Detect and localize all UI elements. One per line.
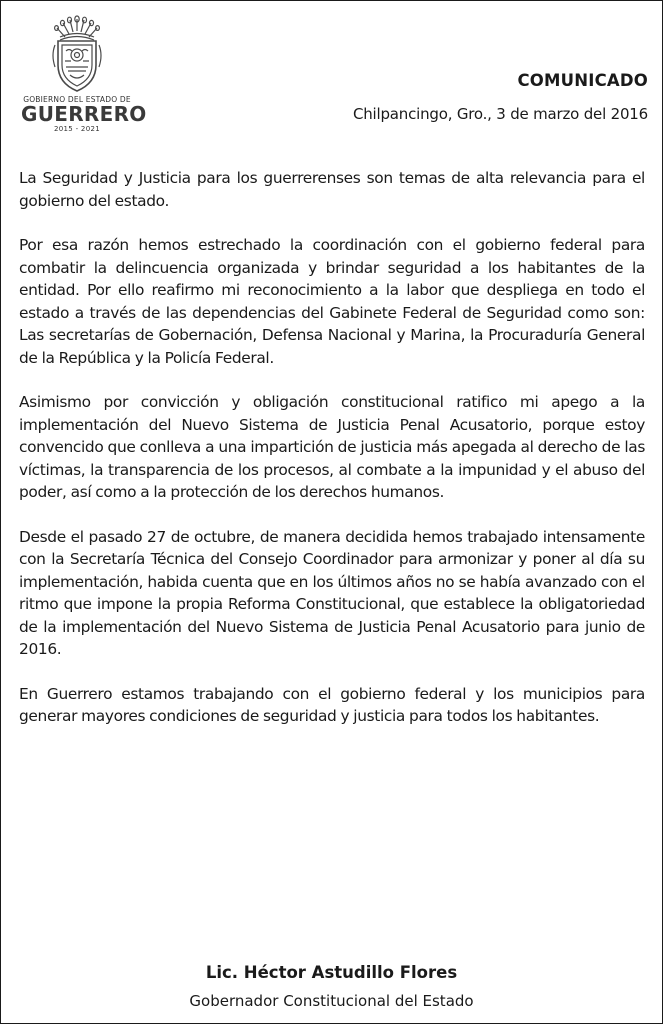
logo-government-label: GOBIERNO DEL ESTADO DE bbox=[23, 95, 131, 104]
paragraph: Asimismo por convicción y obligación constitucional ratifico mi apego a la implementación del Nuevo Sistema de Justicia Penal Acusatorio, porque estoy convencido que conlleva a una impartición de justicia más apegada al derecho de las víctimas, la transparencia de los procesos, al combate a la impunidad y el abuso del poder, así como a la protección de los derechos humanos. bbox=[19, 393, 645, 501]
paragraph: Por esa razón hemos estrechado la coordinación con el gobierno federal para combatir la delincuencia organizada y brindar seguridad a los habitantes de la entidad. Por ello reafirmo mi reconocimiento a la labor que despliega en todo el estado a través de las dependencias del Gabinete Federal de Seguridad como son: Las secretarías de Gobernación, Defensa Nacional y Marina, la Procuraduría General de la República y la Policía Federal. bbox=[19, 236, 645, 367]
paragraph: En Guerrero estamos trabajando con el gobierno federal y los municipios para generar mayores condiciones de seguridad y justicia para todos los habitantes. bbox=[19, 684, 645, 725]
logo-years: 2015 - 2021 bbox=[54, 125, 100, 133]
header bbox=[1, 1, 662, 151]
signature-block bbox=[1, 963, 662, 1011]
document-heading: COMUNICADO bbox=[517, 71, 648, 90]
government-logo bbox=[21, 15, 147, 143]
signatory-title: Gobernador Constitucional del Estado bbox=[189, 992, 474, 1010]
paragraph: La Seguridad y Justicia para los guerrerenses son temas de alta relevancia para el gobierno del estado. bbox=[19, 169, 645, 210]
signatory-name: Lic. Héctor Astudillo Flores bbox=[205, 963, 458, 982]
logo-state-name: GUERRERO bbox=[21, 102, 147, 126]
state-crest-icon bbox=[46, 15, 108, 95]
document-body bbox=[19, 167, 645, 750]
paragraph: Desde el pasado 27 de octubre, de manera decidida hemos trabajado intensamente con la Secretaría Técnica del Consejo Coordinador para armonizar y poner al día su implementación, habida cuenta que en los últimos años no se había avanzado con el ritmo que impone la propia Reforma Constitucional, que establece la obligatoriedad de la implementación del Nuevo Sistema de Justicia Penal Acusatorio para junio de 2016. bbox=[19, 527, 645, 658]
document-date: Chilpancingo, Gro., 3 de marzo del 2016 bbox=[352, 105, 648, 123]
